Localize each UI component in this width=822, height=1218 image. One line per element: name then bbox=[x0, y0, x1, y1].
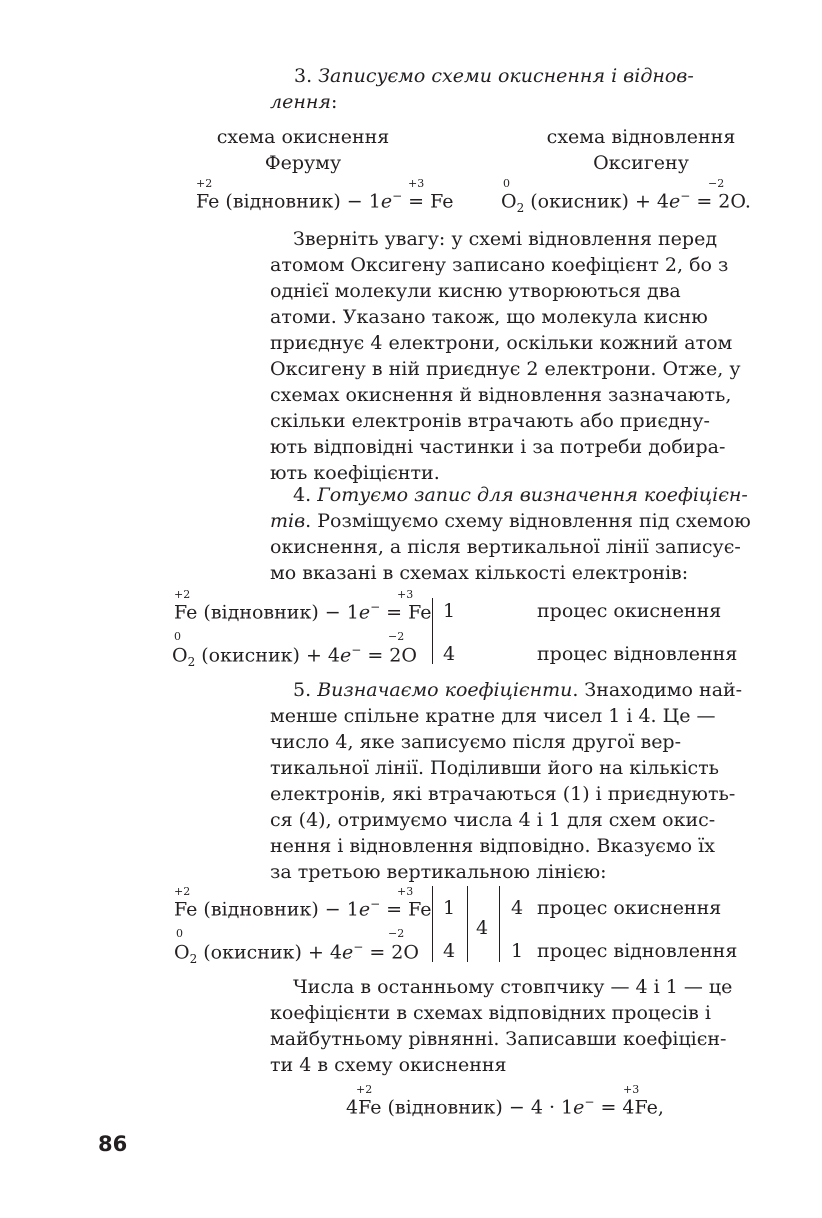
oxidation-state: +2 bbox=[356, 1083, 373, 1096]
step5-line: число 4, яке записуємо після другої вер- bbox=[270, 731, 682, 753]
paragraph-line: атомом Оксигену записано коефіцієнт 2, бо з bbox=[270, 254, 729, 276]
process-label: процес окиснення bbox=[537, 897, 722, 919]
paragraph-line: коефіцієнти в схемах відповідних процесів і bbox=[270, 1002, 711, 1024]
oxidation-state: +2 bbox=[174, 885, 191, 898]
step5-line: нення і відновлення відповідно. Вказуємо їх bbox=[270, 835, 715, 857]
paragraph-line: однієї молекули кисню утворюються два bbox=[270, 280, 681, 302]
electron-count: 4 bbox=[443, 643, 456, 665]
table2-divider-1 bbox=[432, 886, 433, 962]
table1-oxidation-equation: Fe (відновник) − 1e− = Fe bbox=[174, 600, 432, 624]
paragraph-line: майбутньому рівнянні. Записавши коефіцієн- bbox=[270, 1028, 727, 1050]
step4-line: мо вказані в схемах кількості електронів: bbox=[270, 562, 689, 584]
oxidation-state: 0 bbox=[503, 177, 510, 190]
step5-line: менше спільне кратне для чисел 1 і 4. Це — bbox=[270, 705, 716, 727]
step5-line: електронів, які втрачаються (1) і приєднують- bbox=[270, 783, 736, 805]
oxidation-state: 0 bbox=[174, 630, 181, 643]
paragraph-line: приєднує 4 електрони, оскільки кожний атом bbox=[270, 332, 733, 354]
reduction-scheme-equation: $O_2$ (окисник) + 4e− = 2O. bbox=[501, 189, 751, 216]
oxidation-state: −2 bbox=[708, 177, 725, 190]
oxidation-state: +2 bbox=[174, 588, 191, 601]
table2-oxidation-equation: Fe (відновник) − 1e− = Fe bbox=[174, 897, 432, 921]
step5-heading: 5. Визначаємо коефіцієнти. Знаходимо най- bbox=[293, 679, 743, 701]
process-label: процес окиснення bbox=[537, 600, 722, 622]
step3-heading-line2: лення: bbox=[270, 91, 338, 113]
least-common-multiple: 4 bbox=[476, 917, 489, 939]
process-label: процес відновлення bbox=[537, 643, 738, 665]
step5-line: за третьою вертикальною лінією: bbox=[270, 861, 607, 883]
process-label: процес відновлення bbox=[537, 940, 738, 962]
oxidation-state: +2 bbox=[196, 177, 213, 190]
paragraph-line: Зверніть увагу: у схемі відновлення перед bbox=[293, 228, 718, 250]
paragraph-line: Числа в останньому стовпчику — 4 і 1 — це bbox=[293, 976, 733, 998]
paragraph-line: ють відповідні частинки і за потреби добира- bbox=[270, 436, 726, 458]
oxidation-state: +3 bbox=[397, 588, 414, 601]
paragraph-line: атоми. Указано також, що молекула кисню bbox=[270, 306, 708, 328]
paragraph-line: скільки електронів втрачають або приєдну- bbox=[270, 410, 710, 432]
oxidation-scheme-header: схема окиснення Феруму bbox=[216, 126, 390, 174]
table1-divider bbox=[432, 598, 433, 664]
reduction-scheme-header: схема відновлення Оксигену bbox=[546, 126, 736, 174]
page-number: 86 bbox=[98, 1132, 128, 1156]
electron-count: 1 bbox=[443, 600, 456, 622]
step4-line: окиснення, а після вертикальної лінії записує- bbox=[270, 536, 741, 558]
step5-line: тикальної лінії. Поділивши його на кількість bbox=[270, 757, 720, 779]
oxidation-state: +3 bbox=[623, 1083, 640, 1096]
electron-count: 1 bbox=[443, 897, 456, 919]
step5-line: ся (4), отримуємо числа 4 і 1 для схем окис- bbox=[270, 809, 716, 831]
table1-reduction-equation: $O_2$ (окисник) + 4e− = 2O bbox=[172, 643, 417, 670]
final-oxidation-equation: 4Fe (відновник) − 4 · 1e− = 4Fe, bbox=[346, 1095, 664, 1119]
oxidation-state: +3 bbox=[408, 177, 425, 190]
coefficient: 4 bbox=[511, 897, 524, 919]
step3-heading-line1: 3. Записуємо схеми окиснення і віднов- bbox=[294, 65, 694, 87]
oxidation-state: −2 bbox=[388, 927, 405, 940]
oxidation-state: −2 bbox=[388, 630, 405, 643]
step4-line: тів. Розміщуємо схему відновлення під схемою bbox=[270, 510, 751, 532]
oxidation-scheme-equation: Fe (відновник) − 1e− = Fe bbox=[196, 189, 454, 213]
paragraph-line: Оксигену в ній приєднує 2 електрони. Отже, у bbox=[270, 358, 741, 380]
oxidation-state: 0 bbox=[176, 927, 183, 940]
table2-divider-3 bbox=[499, 886, 500, 962]
electron-count: 4 bbox=[443, 940, 456, 962]
paragraph-line: схемах окиснення й відновлення зазначають, bbox=[270, 384, 732, 406]
oxidation-state: +3 bbox=[397, 885, 414, 898]
table2-reduction-equation: $O_2$ (окисник) + 4e− = 2O bbox=[174, 940, 419, 967]
step4-heading: 4. Готуємо запис для визначення коефіцієн- bbox=[293, 484, 748, 506]
paragraph-line: ти 4 в схему окиснення bbox=[270, 1054, 507, 1076]
paragraph-line: ють коефіцієнти. bbox=[270, 462, 440, 484]
table2-divider-2 bbox=[467, 886, 468, 962]
coefficient: 1 bbox=[511, 940, 524, 962]
